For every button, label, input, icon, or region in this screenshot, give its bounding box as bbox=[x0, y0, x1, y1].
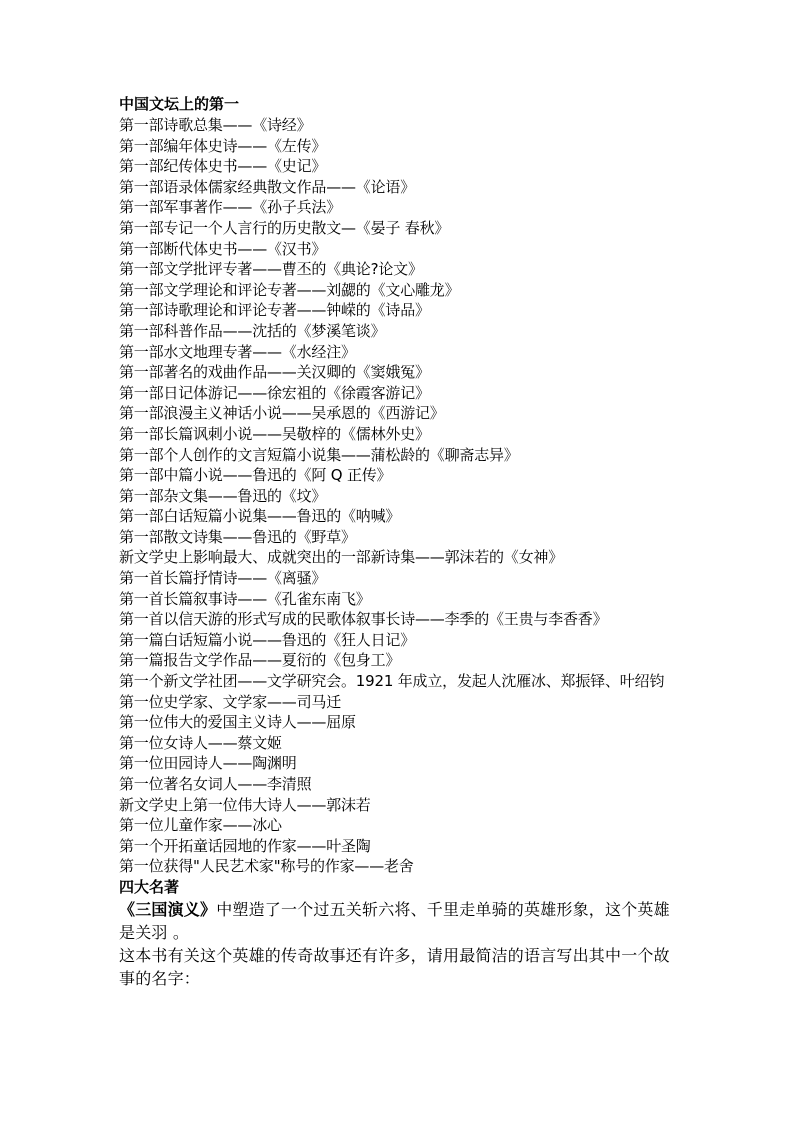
list-item: 新文学史上第一位伟大诗人——郭沫若 bbox=[119, 795, 371, 814]
list-item: 第一部中篇小说——鲁迅的《阿 Q 正传》 bbox=[119, 466, 392, 485]
document-page bbox=[119, 94, 679, 990]
list-item: 第一部杂文集——鲁迅的《坟》 bbox=[119, 486, 327, 505]
list-item: 第一位儿童作家——冰心 bbox=[119, 816, 282, 835]
book-title: 《三国演义》 bbox=[119, 899, 217, 919]
list-item: 第一个开拓童话园地的作家——叶圣陶 bbox=[119, 836, 371, 855]
list-item: 第一部日记体游记——徐宏祖的《徐霞客游记》 bbox=[119, 383, 430, 402]
paragraph-question: 这本书有关这个英雄的传奇故事还有许多，请用最简洁的语言写出其中一个故事的名字： bbox=[119, 945, 670, 988]
list-item: 第一篇白话短篇小说——鲁迅的《狂人日记》 bbox=[119, 630, 416, 649]
list-item: 第一首长篇抒情诗——《离骚》 bbox=[119, 569, 327, 588]
list-item: 第一部长篇讽刺小说——吴敬梓的《儒林外史》 bbox=[119, 424, 430, 443]
list-item: 第一位女诗人——蔡文姬 bbox=[119, 733, 282, 752]
list-item: 第一部白话短篇小说集——鲁迅的《呐喊》 bbox=[119, 507, 401, 526]
list-item: 第一篇报告文学作品——夏衍的《包身工》 bbox=[119, 651, 401, 670]
list-item: 第一部浪漫主义神话小说——吴承恩的《西游记》 bbox=[119, 404, 445, 423]
list-item: 第一部诗歌总集——《诗经》 bbox=[119, 116, 312, 134]
list-item: 第一部水文地理专著——《水经注》 bbox=[119, 342, 356, 361]
paragraph-three-kingdoms bbox=[119, 898, 679, 944]
list-item: 新文学史上影响最大、成就突出的一部新诗集——郭沫若的《女神》 bbox=[119, 548, 564, 567]
list-item: 第一位获得"人民艺术家"称号的作家——老舍 bbox=[119, 857, 414, 876]
list-item: 第一部断代体史书——《汉书》 bbox=[119, 239, 327, 258]
list-item: 第一部个人创作的文言短篇小说集——蒲松龄的《聊斋志异》 bbox=[119, 445, 519, 464]
list-item: 第一位著名女词人——李清照 bbox=[119, 775, 312, 793]
list-item: 第一首以信天游的形式写成的民歌体叙事长诗——李季的《王贵与李香香》 bbox=[119, 610, 608, 629]
list-item: 第一部编年体史诗——《左传》 bbox=[119, 136, 327, 155]
list-item: 第一位伟大的爱国主义诗人——屈原 bbox=[119, 713, 356, 732]
list-item: 第一部纪传体史书——《史记》 bbox=[119, 157, 327, 176]
list-item: 第一部诗歌理论和评论专著——钟嵘的《诗品》 bbox=[119, 301, 430, 320]
list-item: 第一首长篇叙事诗——《孔雀东南飞》 bbox=[119, 589, 371, 608]
list-item: 第一部文学批评专著——曹丕的《典论?论文》 bbox=[119, 260, 423, 279]
list-item: 第一位史学家、文学家——司马迁 bbox=[119, 692, 342, 711]
section-title-firsts: 中国文坛上的第一 bbox=[119, 95, 240, 113]
list-item: 第一部著名的戏曲作品——关汉卿的《窦娥冤》 bbox=[119, 363, 430, 382]
list-item: 第一部散文诗集——鲁迅的《野草》 bbox=[119, 527, 356, 546]
list-item: 第一部语录体儒家经典散文作品——《论语》 bbox=[119, 177, 416, 196]
paragraph-text: 中塑造了一个过五关斩六将、千里走单骑的英雄形象，这个英雄是关羽 。 bbox=[119, 899, 670, 942]
list-item: 第一部文学理论和评论专著——刘勰的《文心雕龙》 bbox=[119, 280, 460, 299]
section-title-four-classics: 四大名著 bbox=[119, 877, 180, 896]
list-item: 第一位田园诗人——陶渊明 bbox=[119, 754, 297, 773]
list-item: 第一部军事著作——《孙子兵法》 bbox=[119, 198, 342, 217]
list-item: 第一部专记一个人言行的历史散文—《晏子 春秋》 bbox=[119, 218, 450, 237]
list-item: 第一部科普作品——沈括的《梦溪笔谈》 bbox=[119, 321, 386, 340]
list-item-wrapped: 第一个新文学社团——文学研究会。1921 年成立，发起人沈雁冰、郑振铎、叶绍钧 bbox=[119, 672, 665, 691]
